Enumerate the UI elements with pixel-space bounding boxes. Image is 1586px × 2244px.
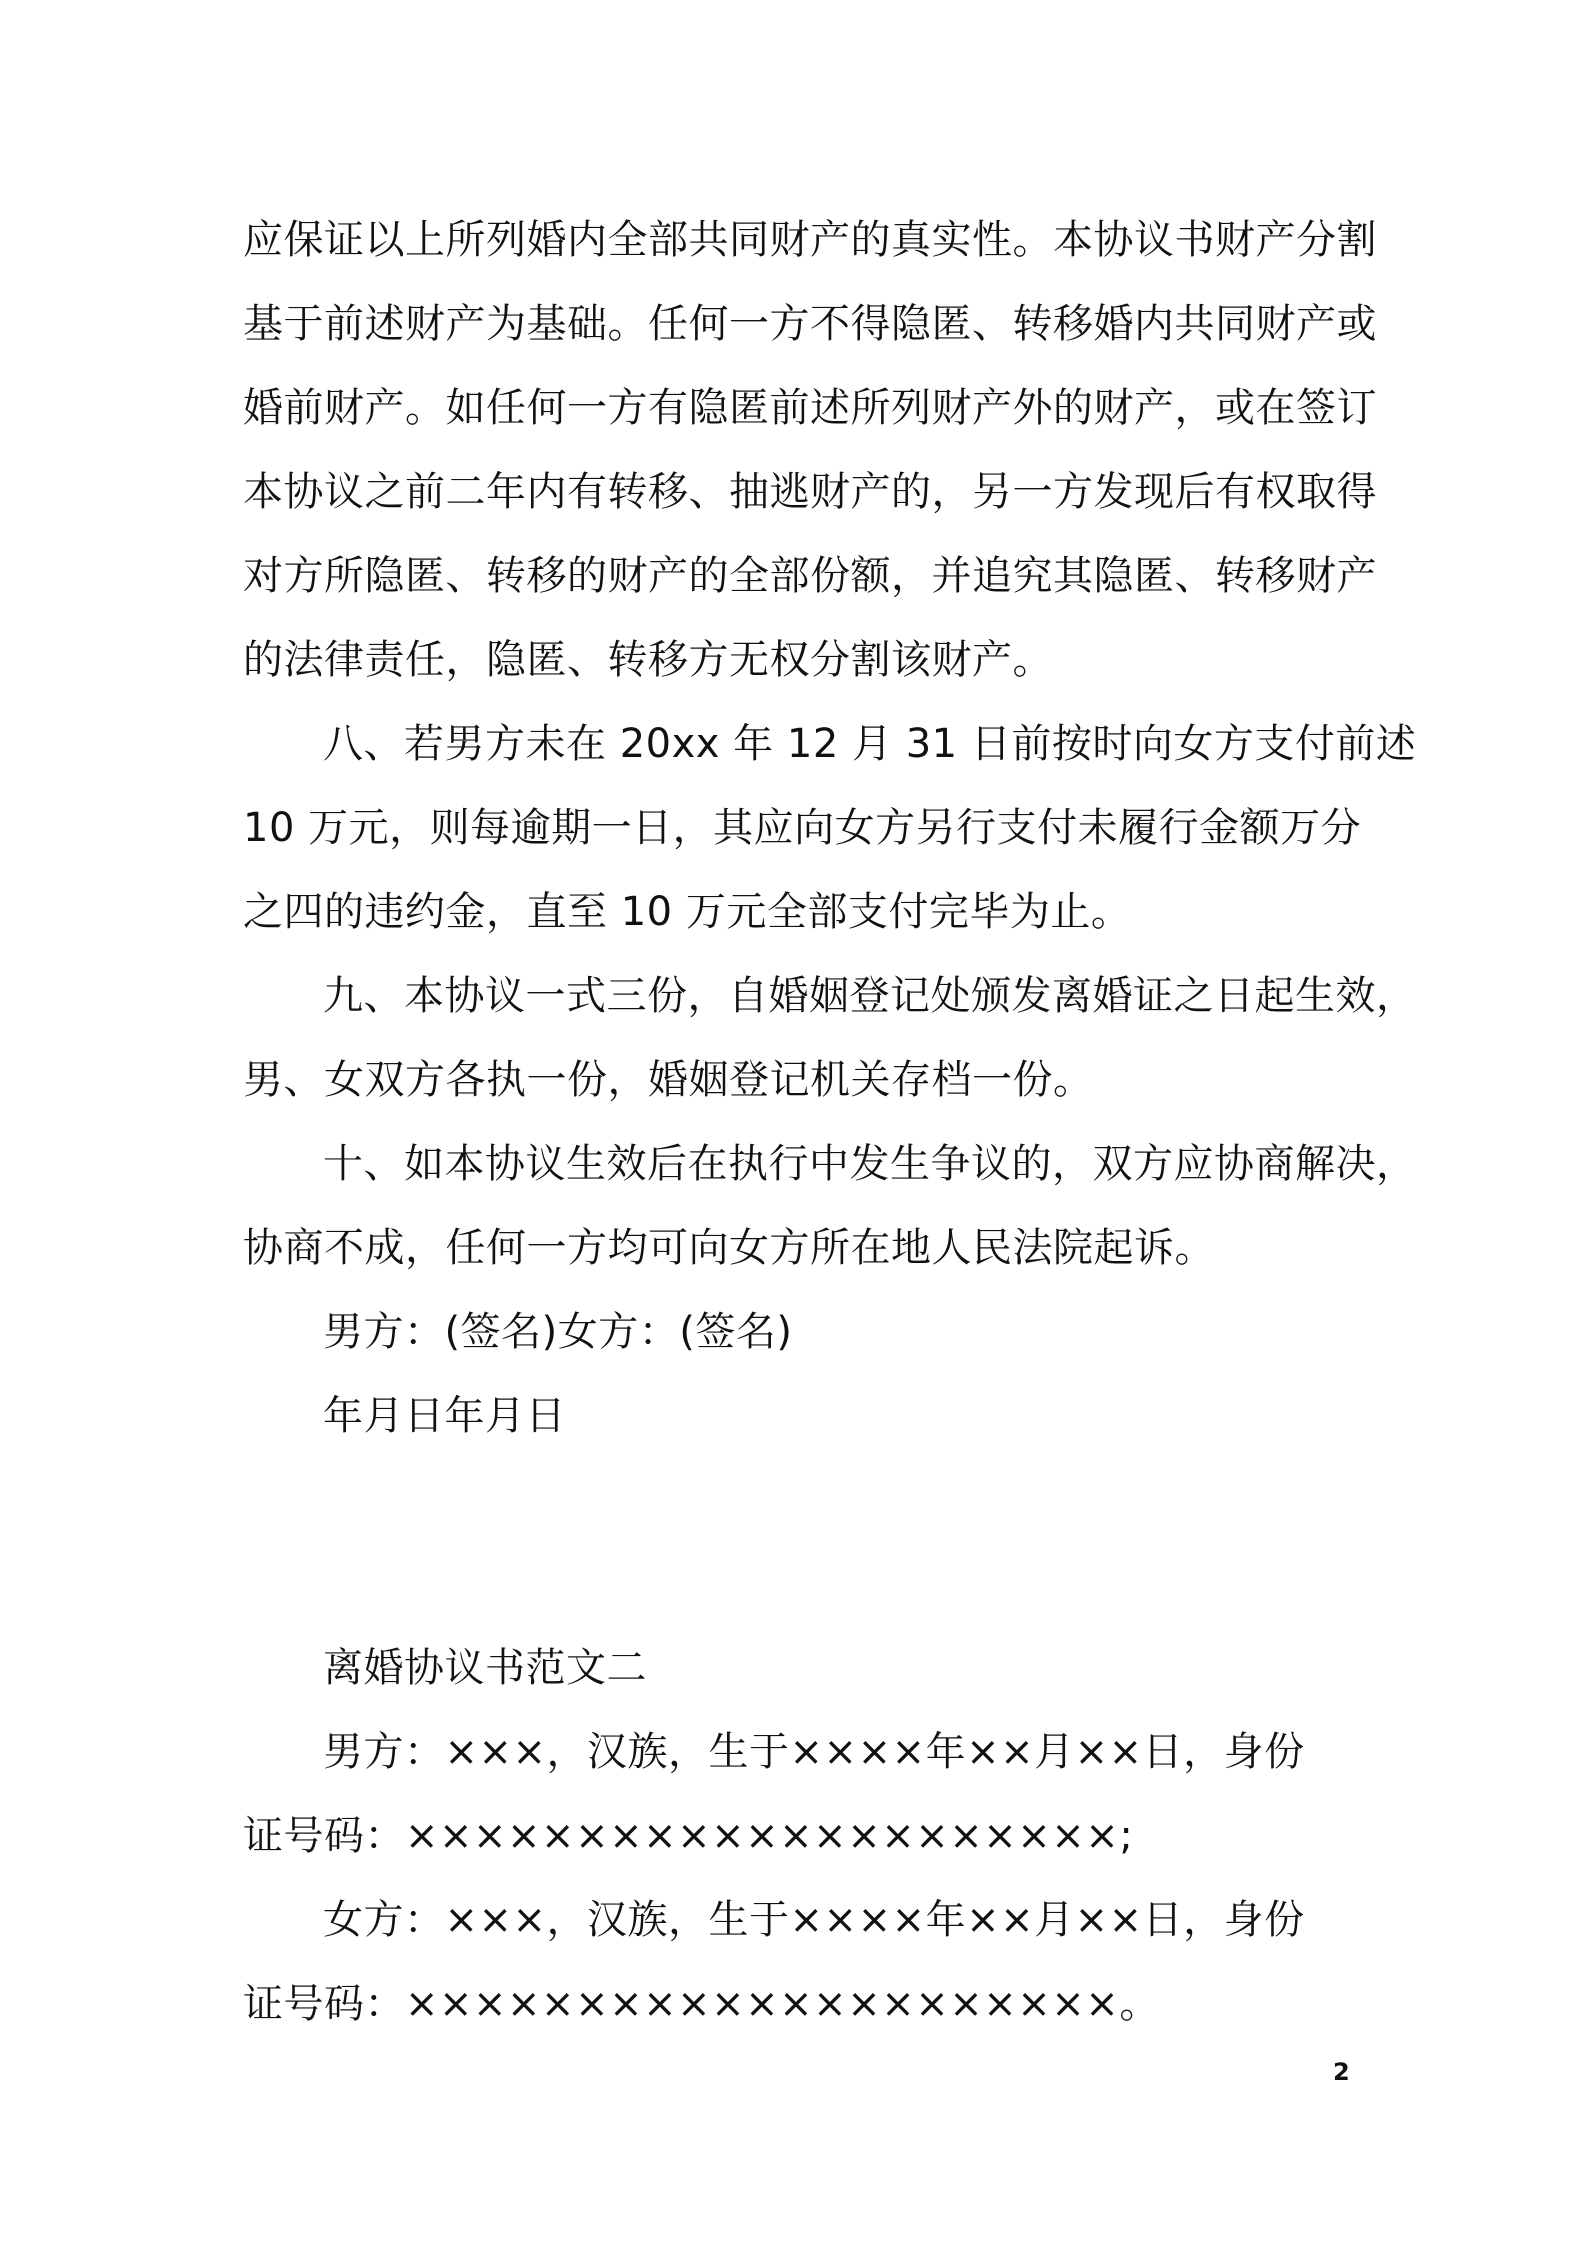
text-line: 的法律责任，隐匿、转移方无权分割该财产。 <box>243 637 1053 683</box>
text-line: 婚前财产。如任何一方有隐匿前述所列财产外的财产，或在签订 <box>243 385 1377 431</box>
text-line: 八、若男方未在 20xx 年 12 月 31 日前按时向女方支付前述 <box>323 721 1417 767</box>
paragraph-8 <box>243 702 1417 954</box>
male-party-info <box>243 1710 1353 1878</box>
text-line: 男方：×××，汉族，生于××××年××月××日，身份 <box>323 1729 1305 1775</box>
text-line: 之四的违约金，直至 10 万元全部支付完毕为止。 <box>243 889 1132 935</box>
text-line: 女方：×××，汉族，生于××××年××月××日，身份 <box>323 1897 1305 1943</box>
page-number: 2 <box>1333 2058 1350 2086</box>
text-line: 九、本协议一式三份，自婚姻登记处颁发离婚证之日起生效， <box>323 973 1417 1019</box>
female-party-info <box>243 1878 1353 2046</box>
text-line: 对方所隐匿、转移的财产的全部份额，并追究其隐匿、转移财产 <box>243 553 1377 599</box>
text-line: 证号码：×××××××××××××××××××××; <box>243 1813 1134 1859</box>
paragraph-10 <box>243 1122 1417 1290</box>
text-line: 十、如本协议生效后在执行中发生争议的，双方应协商解决， <box>323 1141 1417 1187</box>
paragraph-9 <box>243 954 1417 1122</box>
text-line: 10 万元，则每逾期一日，其应向女方另行支付未履行金额万分 <box>243 805 1362 851</box>
text-line: 本协议之前二年内有转移、抽逃财产的，另一方发现后有权取得 <box>243 469 1377 515</box>
text-line: 基于前述财产为基础。任何一方不得隐匿、转移婚内共同财产或 <box>243 301 1377 347</box>
text-line: 证号码：×××××××××××××××××××××。 <box>243 1981 1160 2027</box>
date-line: 年月日年月日 <box>323 1393 566 1439</box>
signature-line: 男方：(签名)女方：(签名) <box>323 1309 793 1355</box>
document-body <box>243 198 1417 2046</box>
text-line: 男、女双方各执一份，婚姻登记机关存档一份。 <box>243 1057 1094 1103</box>
section-spacer <box>243 1458 1353 1626</box>
text-line: 协商不成，任何一方均可向女方所在地人民法院起诉。 <box>243 1225 1215 1271</box>
text-line: 应保证以上所列婚内全部共同财产的真实性。本协议书财产分割 <box>243 217 1377 263</box>
section-title: 离婚协议书范文二 <box>323 1645 647 1691</box>
paragraph-7-tail <box>243 198 1377 702</box>
